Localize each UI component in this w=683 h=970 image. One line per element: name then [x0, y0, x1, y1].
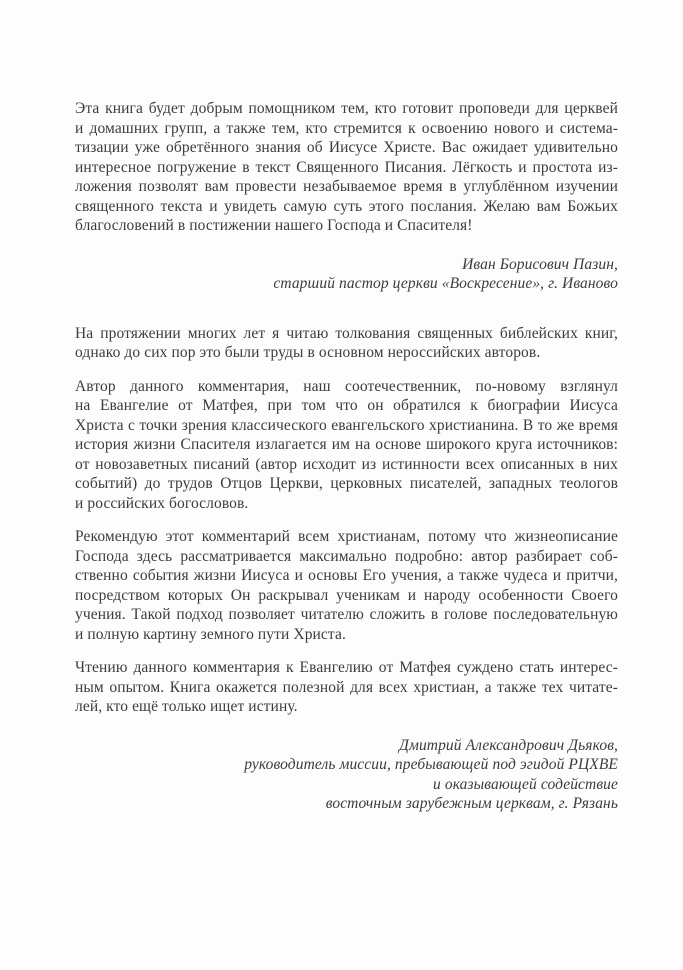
signature-line: Иван Борисович Пазин,	[462, 255, 618, 273]
text-line: посредством которых Он раскрывал ученикам и народу особенности Своего	[75, 586, 618, 604]
text-line: Господа здесь рассматривается максимально подробно: автор разбирает соб-	[75, 547, 618, 565]
text-line: событий) до трудов Отцов Церкви, церковных писателей, западных теологов	[75, 475, 618, 492]
page-content	[75, 99, 618, 814]
text-line: и домашних групп, а также тем, кто стремится к освоению нового и система-	[75, 119, 618, 137]
text-line: однако до сих пор это были труды в основном нероссийских авторов.	[75, 344, 541, 361]
signature-line: восточным зарубежным церквам, г. Рязань	[325, 795, 618, 812]
text-line: На протяжении многих лет я читаю толкования священных библейских книг,	[75, 324, 618, 342]
signature-line: и оказывающей содействие	[433, 775, 618, 793]
text-line: ственно события жизни Иисуса и основы Его учения, а также чудеса и притчи,	[75, 567, 618, 584]
text-line: от новозаветных писаний (автор исходит из истинности всех описанных в них	[75, 455, 618, 473]
review-1-paragraph	[75, 99, 618, 236]
text-line: история жизни Спасителя излагается им на основе широкого круга источников:	[75, 436, 618, 453]
text-line: Эта книга будет добрым помощником тем, кто готовит проповеди для церквей	[75, 100, 618, 117]
text-line: Автор данного комментария, наш соотечественник, по-новому взглянул	[75, 377, 618, 395]
review-2-paragraph-1	[75, 324, 618, 363]
text-line: Христа с точки зрения классического евангельского христианина. В то же время	[75, 416, 618, 434]
text-line: учения. Такой подход позволяет читателю сложить в голове последовательную	[75, 606, 618, 623]
review-1-signature	[75, 255, 618, 294]
text-line: Чтению данного комментария к Евангелию от Матфея суждено стать интерес-	[75, 659, 618, 676]
signature-line: Дмитрий Александрович Дьяков,	[398, 736, 618, 754]
review-2-paragraph-4	[75, 658, 618, 717]
text-line: тизации уже обретённого знания об Иисусе Христе. Вас ожидает удивительно	[75, 139, 618, 156]
text-line: на Евангелие от Матфея, при том что он обратился к биографии Иисуса	[75, 397, 618, 414]
text-line: ным опытом. Книга окажется полезной для всех христиан, а также тех читате-	[75, 678, 618, 696]
review-2-paragraph-3	[75, 527, 618, 644]
text-line: ложения позволят вам провести незабываемое время в углублённом изучении	[75, 178, 618, 195]
signature-line: руководитель миссии, пребывающей под эгидой РЦХВЕ	[244, 756, 618, 773]
review-2-signature	[75, 736, 618, 814]
signature-line: старший пастор церкви «Воскресение», г. Иваново	[273, 275, 618, 292]
text-line: благословений в постижении нашего Господа и Спасителя!	[75, 217, 473, 234]
text-line: и российских богословов.	[75, 494, 249, 512]
text-line: и полную картину земного пути Христа.	[75, 625, 346, 643]
text-line: священного текста и увидеть самую суть этого послания. Желаю вам Божьих	[75, 197, 618, 215]
text-line: Рекомендую этот комментарий всем христианам, потому что жизнеописание	[75, 528, 618, 545]
text-line: интересное погружение в текст Священного Писания. Лёгкость и простота из-	[75, 158, 618, 176]
text-line: лей, кто ещё только ищет истину.	[75, 698, 298, 715]
review-2-paragraph-2	[75, 377, 618, 514]
